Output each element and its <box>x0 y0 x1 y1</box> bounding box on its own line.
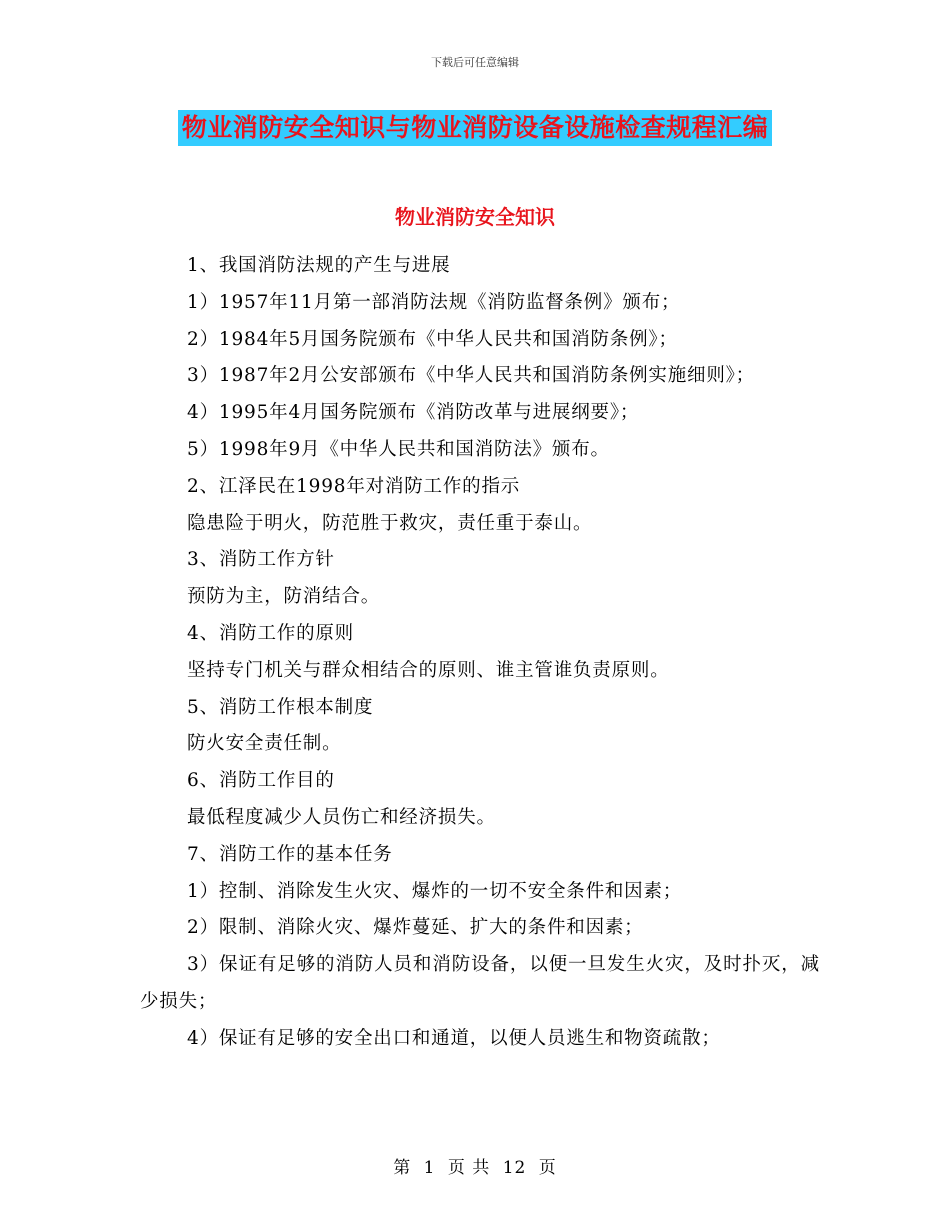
body-line: 4、消防工作的原则 <box>187 622 354 644</box>
body-line: 5）1998年9月《中华人民共和国消防法》颁布。 <box>187 438 610 460</box>
body-line: 1）1957年11月第一部消防法规《消防监督条例》颁布； <box>187 291 681 313</box>
body-line: 5、消防工作根本制度 <box>187 696 374 718</box>
body-paragraph: 3）保证有足够的消防人员和消防设备，以便一旦发生火灾，及时扑灭，减少损失； <box>140 954 820 1012</box>
body-line: 1、我国消防法规的产生与进展 <box>187 255 451 276</box>
body-line: 2）1984年5月国务院颁布《中华人民共和国消防条例》； <box>187 328 678 350</box>
body-line: 隐患险于明火，防范胜于救灾，责任重于泰山。 <box>187 512 593 534</box>
section-title: 物业消防安全知识 <box>395 205 555 229</box>
body-line: 2）限制、消除火灾、爆炸蔓延、扩大的条件和因素； <box>187 917 644 939</box>
body-line: 最低程度减少人员伤亡和经济损失。 <box>187 806 496 828</box>
header-note: 下载后可任意编辑 <box>431 56 519 69</box>
document-body <box>140 248 820 1058</box>
body-line: 1）控制、消除发生火灾、爆炸的一切不安全条件和因素； <box>187 880 683 902</box>
body-line: 3、消防工作方针 <box>187 549 335 571</box>
document-title: 物业消防安全知识与物业消防设备设施检查规程汇编 <box>178 110 773 146</box>
footer-total-pages: 12 <box>502 1158 527 1178</box>
body-line: 预防为主，防消结合。 <box>187 586 381 608</box>
document-title-container <box>0 110 950 146</box>
body-line: 4）保证有足够的安全出口和通道，以便人员逃生和物资疏散； <box>187 1027 721 1049</box>
page-footer <box>0 1153 950 1178</box>
footer-suffix: 页 <box>538 1158 557 1178</box>
footer-prefix: 第 <box>393 1158 412 1178</box>
body-line: 3）1987年2月公安部颁布《中华人民共和国消防条例实施细则》； <box>187 365 755 387</box>
footer-mid: 页 共 <box>447 1158 491 1178</box>
body-line: 4）1995年4月国务院颁布《消防改革与进展纲要》； <box>187 402 640 424</box>
body-line: 6、消防工作目的 <box>187 770 335 792</box>
body-line: 坚持专门机关与群众相结合的原则、谁主管谁负责原则。 <box>187 659 670 681</box>
body-line: 7、消防工作的基本任务 <box>187 843 393 865</box>
body-line: 防火安全责任制。 <box>187 733 342 755</box>
footer-page-number: 1 <box>423 1158 436 1178</box>
body-line: 2、江泽民在1998年对消防工作的指示 <box>187 475 521 497</box>
